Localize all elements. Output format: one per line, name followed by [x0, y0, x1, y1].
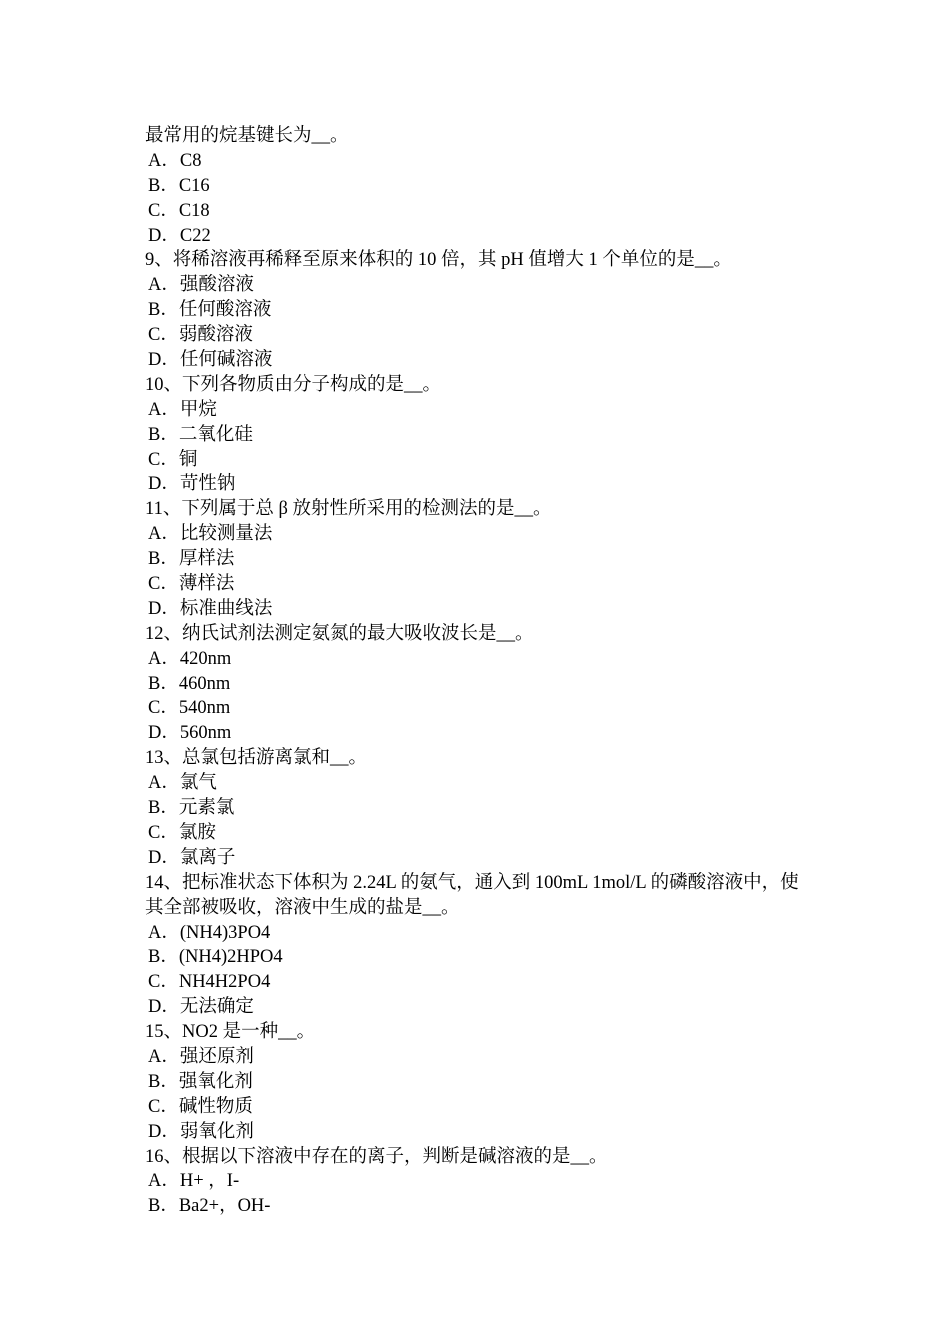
answer-option: C．540nm: [148, 698, 231, 719]
answer-option: A．强酸溶液: [148, 275, 254, 296]
answer-option: C．C18: [148, 200, 210, 221]
answer-option: B．厚样法: [148, 549, 235, 570]
answer-option: D．任何碱溶液: [148, 350, 273, 371]
answer-option: C．NH4H2PO4: [148, 972, 271, 993]
answer-option: D．560nm: [148, 723, 232, 744]
answer-option: C．氯胺: [148, 822, 216, 843]
answer-option: A．C8: [148, 150, 202, 171]
answer-option: A．420nm: [148, 648, 232, 669]
question-text: 10、下列各物质由分子构成的是__。: [145, 374, 442, 395]
answer-option: A．H+ ，I-: [148, 1171, 240, 1192]
answer-option: B．任何酸溶液: [148, 300, 272, 321]
question-text: 13、总氯包括游离氯和__。: [145, 748, 368, 769]
answer-option: B．Ba2+，OH-: [148, 1196, 271, 1217]
question-text: 11、下列属于总 β 放射性所采用的检测法的是__。: [145, 499, 552, 520]
answer-option: D．氯离子: [148, 847, 236, 868]
question-text: 15、NO2 是一种__。: [145, 1022, 316, 1043]
answer-option: D．弱氧化剂: [148, 1121, 254, 1142]
answer-option: B．二氧化硅: [148, 424, 253, 445]
answer-option: B．C16: [148, 175, 210, 196]
question-text: 9、将稀溶液再稀释至原来体积的 10 倍，其 pH 值增大 1 个单位的是__。: [145, 250, 732, 271]
answer-option: A．强还原剂: [148, 1046, 254, 1067]
question-text: 16、根据以下溶液中存在的离子，判断是碱溶液的是__。: [145, 1146, 608, 1167]
question-text: 最常用的烷基键长为__。: [145, 126, 349, 146]
question-text: 其全部被吸收，溶液中生成的盐是__。: [145, 897, 460, 918]
answer-option: B．460nm: [148, 673, 231, 694]
question-text: 12、纳氏试剂法测定氨氮的最大吸收波长是__。: [145, 623, 534, 644]
document-page: [0, 124, 950, 1219]
answer-option: B．(NH4)2HPO4: [148, 947, 283, 968]
answer-option: C．弱酸溶液: [148, 325, 253, 346]
answer-option: D．苛性钠: [148, 474, 236, 495]
question-text: 14、把标准状态下体积为 2.24L 的氨气，通入到 100mL 1mol/L 的磷酸溶液中，使: [145, 872, 799, 893]
answer-option: D．无法确定: [148, 997, 254, 1018]
answer-option: B．元素氯: [148, 798, 235, 819]
answer-option: A．氯气: [148, 773, 217, 794]
answer-option: D．C22: [148, 225, 211, 246]
answer-option: D．标准曲线法: [148, 598, 273, 619]
answer-option: A．(NH4)3PO4: [148, 922, 271, 943]
answer-option: C．碱性物质: [148, 1096, 253, 1117]
answer-option: A．比较测量法: [148, 524, 273, 545]
answer-option: C．薄样法: [148, 574, 235, 595]
answer-option: B．强氧化剂: [148, 1071, 253, 1092]
answer-option: C．铜: [148, 449, 198, 470]
answer-option: A．甲烷: [148, 399, 217, 420]
